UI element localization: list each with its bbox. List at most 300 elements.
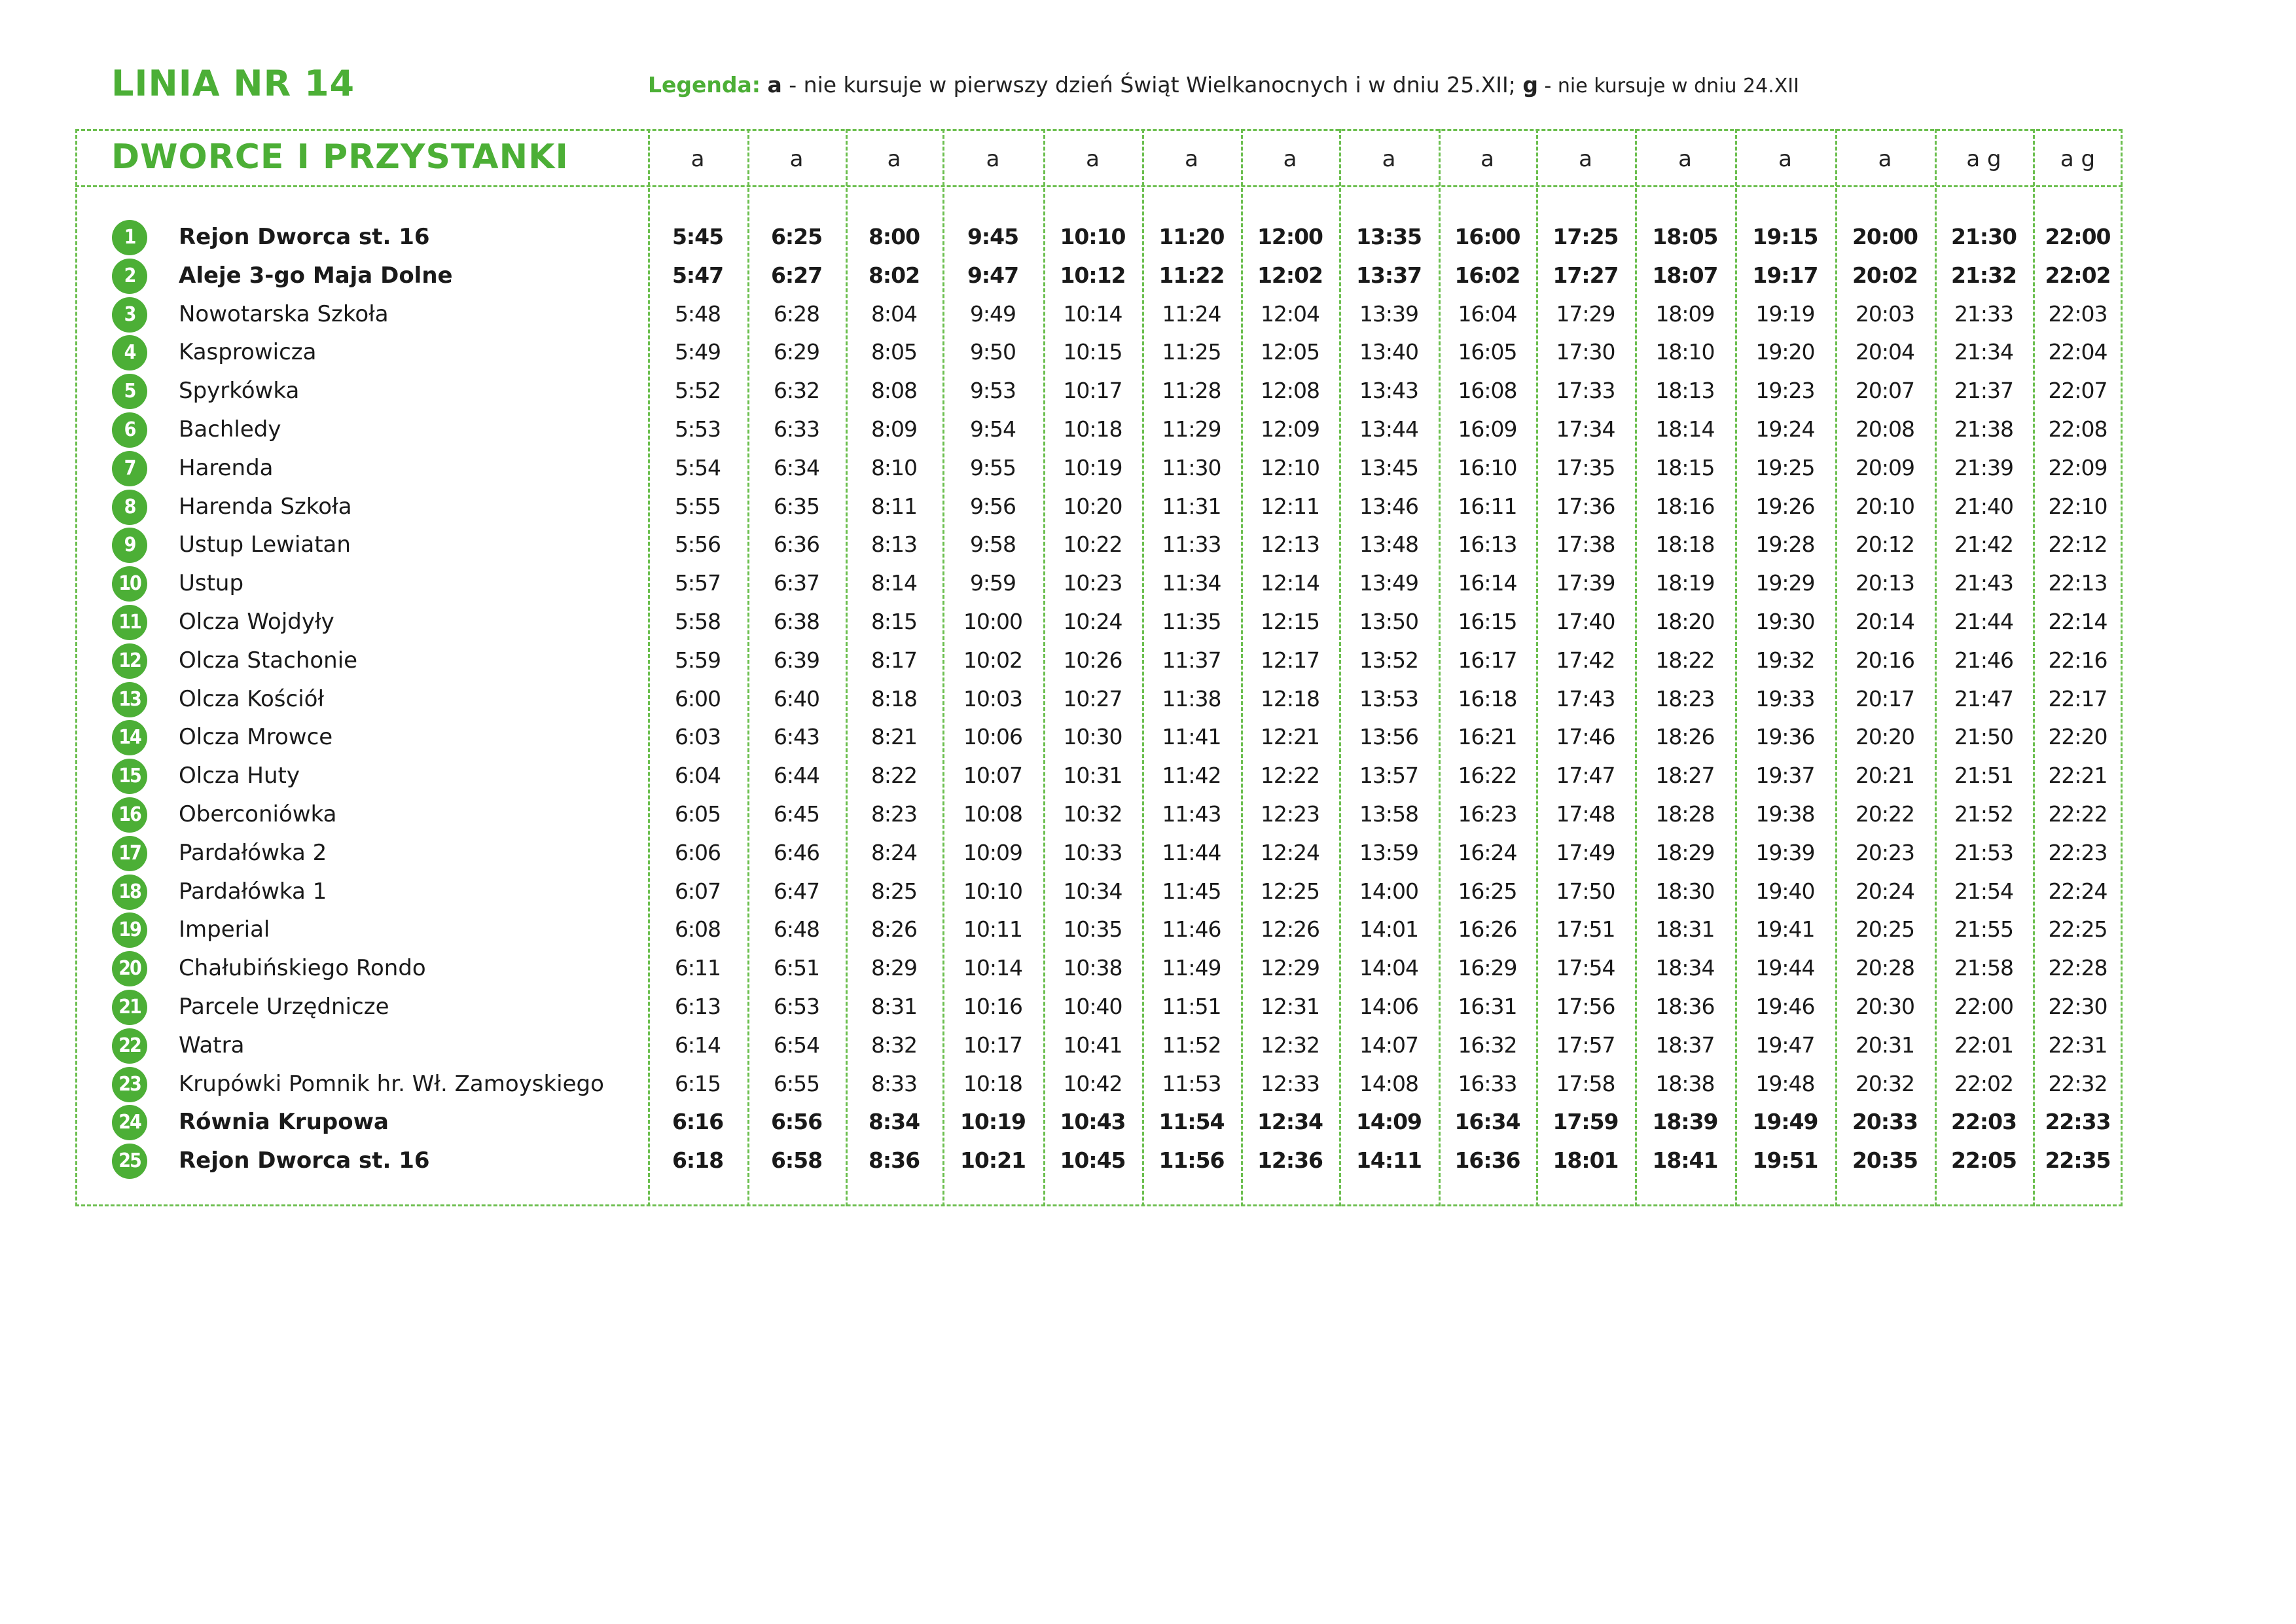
- departure-time: 19:44: [1755, 955, 1815, 981]
- departure-time: 12:15: [1260, 609, 1320, 634]
- departure-time: 18:41: [1652, 1147, 1718, 1174]
- trip-column-header: a: [1185, 146, 1198, 172]
- departure-time: 16:32: [1458, 1032, 1517, 1058]
- departure-time: 14:04: [1359, 955, 1419, 981]
- stop-number-badge: 10: [112, 566, 147, 602]
- departure-time: 9:47: [967, 262, 1019, 288]
- departure-time: 12:00: [1257, 224, 1323, 249]
- stop-name: Pardałówka 2: [179, 839, 327, 866]
- departure-time: 10:27: [1063, 685, 1122, 712]
- departure-time: 18:05: [1652, 224, 1718, 249]
- departure-time: 8:13: [870, 532, 918, 558]
- departure-time: 8:05: [870, 339, 918, 365]
- departure-time: 21:44: [1954, 609, 2014, 634]
- departure-time: 22:24: [2048, 878, 2108, 904]
- stop-name: Harenda Szkoła: [179, 493, 352, 520]
- departure-time: 21:37: [1954, 378, 2014, 404]
- departure-time: 22:21: [2048, 763, 2108, 789]
- departure-time: 10:16: [963, 994, 1023, 1019]
- departure-time: 17:46: [1556, 724, 1615, 750]
- departure-time: 22:25: [2048, 916, 2108, 943]
- departure-time: 20:25: [1855, 916, 1915, 943]
- departure-time: 18:30: [1655, 878, 1715, 904]
- departure-time: 6:34: [773, 454, 820, 480]
- departure-time: 20:32: [1855, 1070, 1915, 1096]
- departure-time: 13:45: [1359, 454, 1419, 480]
- stop-number-badge: 4: [112, 335, 147, 370]
- departure-time: 8:09: [870, 416, 918, 442]
- departure-time: 16:21: [1458, 724, 1517, 750]
- departure-time: 8:36: [868, 1147, 920, 1174]
- departure-time: 12:22: [1260, 763, 1320, 789]
- departure-time: 18:27: [1655, 763, 1715, 789]
- departure-time: 8:00: [868, 224, 920, 249]
- departure-time: 6:55: [773, 1070, 820, 1096]
- departure-time: 19:48: [1755, 1070, 1815, 1096]
- departure-time: 17:47: [1556, 763, 1615, 789]
- departure-time: 6:15: [674, 1070, 721, 1096]
- departure-time: 20:28: [1855, 955, 1915, 981]
- departure-time: 5:45: [672, 224, 724, 249]
- departure-time: 6:46: [773, 839, 820, 865]
- departure-time: 8:04: [870, 300, 918, 327]
- departure-time: 13:56: [1359, 724, 1419, 750]
- departure-time: 6:38: [773, 609, 820, 634]
- stop-name: Spyrkówka: [179, 378, 300, 405]
- departure-time: 14:07: [1359, 1032, 1419, 1058]
- departure-time: 21:39: [1954, 454, 2014, 480]
- departure-time: 22:04: [2048, 339, 2108, 365]
- departure-time: 20:09: [1855, 454, 1915, 480]
- departure-time: 6:08: [674, 916, 721, 943]
- stop-row: [0, 218, 2296, 256]
- departure-time: 19:47: [1755, 1032, 1815, 1058]
- departure-time: 12:02: [1257, 262, 1323, 288]
- departure-time: 10:18: [963, 1070, 1023, 1096]
- departure-time: 8:14: [870, 570, 918, 596]
- departure-time: 17:54: [1556, 955, 1615, 981]
- trip-column-header: a: [1086, 146, 1100, 172]
- departure-time: 17:25: [1552, 224, 1619, 249]
- departure-time: 12:21: [1260, 724, 1320, 750]
- stop-row: [0, 911, 2296, 948]
- departure-time: 10:40: [1063, 994, 1122, 1019]
- departure-time: 20:07: [1855, 378, 1915, 404]
- departure-time: 20:10: [1855, 493, 1915, 519]
- departure-time: 13:59: [1359, 839, 1419, 865]
- stop-number-badge: 20: [112, 951, 147, 986]
- departure-time: 6:25: [770, 224, 823, 249]
- departure-time: 8:31: [870, 994, 918, 1019]
- departure-time: 18:15: [1655, 454, 1715, 480]
- trip-column-header: a: [691, 146, 705, 172]
- departure-time: 6:27: [770, 262, 823, 288]
- departure-time: 22:32: [2048, 1070, 2108, 1096]
- departure-time: 11:25: [1162, 339, 1221, 365]
- departure-time: 12:14: [1260, 570, 1320, 596]
- departure-time: 18:31: [1655, 916, 1715, 943]
- departure-time: 6:29: [773, 339, 820, 365]
- departure-time: 22:33: [2045, 1109, 2111, 1135]
- departure-time: 20:20: [1855, 724, 1915, 750]
- stop-number-badge: 24: [112, 1105, 147, 1140]
- stop-number-badge: 11: [112, 605, 147, 640]
- departure-time: 13:52: [1359, 647, 1419, 673]
- departure-time: 11:49: [1162, 955, 1221, 981]
- departure-time: 17:57: [1556, 1032, 1615, 1058]
- stop-number-badge: 19: [112, 912, 147, 948]
- departure-time: 16:00: [1454, 224, 1520, 249]
- departure-time: 13:58: [1359, 801, 1419, 827]
- trip-column-header: a: [887, 146, 901, 172]
- departure-time: 6:04: [674, 763, 721, 789]
- departure-time: 18:19: [1655, 570, 1715, 596]
- departure-time: 5:59: [674, 647, 721, 673]
- departure-time: 11:44: [1162, 839, 1221, 865]
- departure-time: 5:49: [674, 339, 721, 365]
- departure-time: 20:04: [1855, 339, 1915, 365]
- departure-time: 17:59: [1552, 1109, 1619, 1135]
- departure-time: 13:40: [1359, 339, 1419, 365]
- departure-time: 10:19: [960, 1109, 1026, 1135]
- departure-time: 22:02: [2045, 262, 2111, 288]
- departure-time: 10:20: [1063, 493, 1122, 519]
- departure-time: 10:06: [963, 724, 1023, 750]
- departure-time: 18:37: [1655, 1032, 1715, 1058]
- departure-time: 6:13: [674, 994, 721, 1019]
- departure-time: 17:58: [1556, 1070, 1615, 1096]
- departure-time: 22:03: [1950, 1109, 2017, 1135]
- trip-column-header: a: [1382, 146, 1396, 172]
- departure-time: 10:33: [1063, 839, 1122, 865]
- departure-time: 8:34: [868, 1109, 920, 1135]
- departure-time: 16:29: [1458, 955, 1517, 981]
- departure-time: 13:57: [1359, 763, 1419, 789]
- departure-time: 10:26: [1063, 647, 1122, 673]
- departure-time: 22:07: [2048, 378, 2108, 404]
- departure-time: 19:36: [1755, 724, 1815, 750]
- stop-number-badge: 25: [112, 1144, 147, 1179]
- departure-time: 16:33: [1458, 1070, 1517, 1096]
- stop-row: [0, 988, 2296, 1026]
- departure-time: 12:33: [1260, 1070, 1320, 1096]
- departure-time: 19:39: [1755, 839, 1815, 865]
- line-title: LINIA NR 14: [111, 63, 355, 104]
- departure-time: 16:34: [1454, 1109, 1520, 1135]
- departure-time: 10:35: [1063, 916, 1122, 943]
- departure-time: 21:42: [1954, 532, 2014, 558]
- departure-time: 17:48: [1556, 801, 1615, 827]
- stop-name: Olcza Wojdyły: [179, 609, 334, 635]
- departure-time: 8:29: [870, 955, 918, 981]
- stop-number-badge: 15: [112, 759, 147, 794]
- departure-time: 11:43: [1162, 801, 1221, 827]
- departure-time: 17:38: [1556, 532, 1615, 558]
- departure-time: 9:49: [969, 300, 1016, 327]
- departure-time: 17:56: [1556, 994, 1615, 1019]
- departure-time: 12:24: [1260, 839, 1320, 865]
- stop-row: [0, 757, 2296, 795]
- departure-time: 19:20: [1755, 339, 1815, 365]
- stop-name: Olcza Stachonie: [179, 647, 358, 674]
- departure-time: 10:32: [1063, 801, 1122, 827]
- departure-time: 11:53: [1162, 1070, 1221, 1096]
- stop-row: [0, 372, 2296, 410]
- departure-time: 20:35: [1852, 1147, 1918, 1174]
- departure-time: 22:23: [2048, 839, 2108, 865]
- departure-time: 12:11: [1260, 493, 1320, 519]
- departure-time: 19:41: [1755, 916, 1815, 943]
- stop-row: [0, 873, 2296, 911]
- departure-time: 11:24: [1162, 300, 1221, 327]
- departure-time: 8:10: [870, 454, 918, 480]
- departure-time: 16:18: [1458, 685, 1517, 712]
- departure-time: 13:37: [1355, 262, 1422, 288]
- departure-time: 19:23: [1755, 378, 1815, 404]
- departure-time: 11:30: [1162, 454, 1221, 480]
- stop-number-badge: 5: [112, 374, 147, 409]
- departure-time: 22:17: [2048, 685, 2108, 712]
- departure-time: 18:01: [1552, 1147, 1619, 1174]
- stop-name: Bachledy: [179, 416, 281, 442]
- departure-time: 9:54: [969, 416, 1016, 442]
- stop-name: Olcza Huty: [179, 763, 300, 789]
- departure-time: 22:16: [2048, 647, 2108, 673]
- stop-number-badge: 7: [112, 451, 147, 486]
- departure-time: 18:29: [1655, 839, 1715, 865]
- departure-time: 6:05: [674, 801, 721, 827]
- departure-time: 18:07: [1652, 262, 1718, 288]
- departure-time: 20:17: [1855, 685, 1915, 712]
- departure-time: 6:40: [773, 685, 820, 712]
- departure-time: 11:29: [1162, 416, 1221, 442]
- stop-row: [0, 526, 2296, 564]
- stop-number-badge: 18: [112, 875, 147, 910]
- departure-time: 6:56: [770, 1109, 823, 1135]
- departure-time: 21:58: [1954, 955, 2014, 981]
- departure-time: 22:10: [2048, 493, 2108, 519]
- legend-key-a: a: [767, 72, 782, 98]
- departure-time: 6:45: [773, 801, 820, 827]
- trip-column-header: a: [986, 146, 1000, 172]
- departure-time: 10:10: [963, 878, 1023, 904]
- stop-name: Kasprowicza: [179, 339, 317, 366]
- departure-time: 10:38: [1063, 955, 1122, 981]
- legend: [648, 72, 1799, 98]
- departure-time: 20:21: [1855, 763, 1915, 789]
- departure-time: 19:26: [1755, 493, 1815, 519]
- departure-time: 18:26: [1655, 724, 1715, 750]
- stop-name: Oberconiówka: [179, 801, 337, 827]
- departure-time: 5:47: [672, 262, 724, 288]
- departure-time: 10:30: [1063, 724, 1122, 750]
- departure-time: 10:41: [1063, 1032, 1122, 1058]
- departure-time: 20:13: [1855, 570, 1915, 596]
- departure-time: 14:08: [1359, 1070, 1419, 1096]
- stop-name: Rejon Dworca st. 16: [179, 1147, 430, 1174]
- trip-column-header: a: [1579, 146, 1592, 172]
- stop-name: Pardałówka 1: [179, 878, 327, 905]
- departure-time: 13:44: [1359, 416, 1419, 442]
- departure-time: 6:03: [674, 724, 721, 750]
- stop-name: Ustup Lewiatan: [179, 532, 351, 558]
- departure-time: 14:06: [1359, 994, 1419, 1019]
- departure-time: 21:30: [1950, 224, 2017, 249]
- departure-time: 10:10: [1060, 224, 1126, 249]
- departure-time: 17:27: [1552, 262, 1619, 288]
- departure-time: 12:08: [1260, 378, 1320, 404]
- departure-time: 9:45: [967, 224, 1019, 249]
- departure-time: 21:54: [1954, 878, 2014, 904]
- trip-column-header: a g: [1966, 146, 2001, 172]
- departure-time: 9:53: [969, 378, 1016, 404]
- departure-time: 8:32: [870, 1032, 918, 1058]
- departure-time: 16:26: [1458, 916, 1517, 943]
- legend-text-a: - nie kursuje w pierwszy dzień Świąt Wielkanocnych i w dniu 25.XII;: [781, 72, 1516, 98]
- departure-time: 13:35: [1355, 224, 1422, 249]
- departure-time: 20:08: [1855, 416, 1915, 442]
- departure-time: 12:10: [1260, 454, 1320, 480]
- departure-time: 19:25: [1755, 454, 1815, 480]
- departure-time: 20:33: [1852, 1109, 1918, 1135]
- departure-time: 8:08: [870, 378, 918, 404]
- departure-time: 16:09: [1458, 416, 1517, 442]
- departure-time: 11:22: [1158, 262, 1225, 288]
- trip-column-header: a: [789, 146, 804, 172]
- departure-time: 18:23: [1655, 685, 1715, 712]
- departure-time: 19:38: [1755, 801, 1815, 827]
- legend-label: Legenda:: [648, 72, 761, 98]
- departure-time: 12:04: [1260, 300, 1320, 327]
- departure-time: 21:52: [1954, 801, 2014, 827]
- departure-time: 11:33: [1162, 532, 1221, 558]
- departure-time: 21:51: [1954, 763, 2014, 789]
- departure-time: 16:24: [1458, 839, 1517, 865]
- departure-time: 10:03: [963, 685, 1023, 712]
- departure-time: 10:23: [1063, 570, 1122, 596]
- departure-time: 14:09: [1355, 1109, 1422, 1135]
- departure-time: 10:07: [963, 763, 1023, 789]
- departure-time: 10:43: [1060, 1109, 1126, 1135]
- departure-time: 11:52: [1162, 1032, 1221, 1058]
- departure-time: 21:43: [1954, 570, 2014, 596]
- departure-time: 19:19: [1755, 300, 1815, 327]
- departure-time: 13:53: [1359, 685, 1419, 712]
- departure-time: 11:28: [1162, 378, 1221, 404]
- departure-time: 19:32: [1755, 647, 1815, 673]
- stop-name: Nowotarska Szkoła: [179, 300, 389, 327]
- departure-time: 5:58: [674, 609, 721, 634]
- departure-time: 10:08: [963, 801, 1023, 827]
- departure-time: 18:22: [1655, 647, 1715, 673]
- departure-time: 12:13: [1260, 532, 1320, 558]
- departure-time: 5:53: [674, 416, 721, 442]
- departure-time: 6:14: [674, 1032, 721, 1058]
- departure-time: 10:15: [1063, 339, 1122, 365]
- departure-time: 19:17: [1752, 262, 1818, 288]
- departure-time: 20:14: [1855, 609, 1915, 634]
- departure-time: 12:09: [1260, 416, 1320, 442]
- departure-time: 8:15: [870, 609, 918, 634]
- stop-row: [0, 1026, 2296, 1064]
- departure-time: 9:56: [969, 493, 1016, 519]
- stop-number-badge: 6: [112, 412, 147, 448]
- departure-time: 5:57: [674, 570, 721, 596]
- departure-time: 19:29: [1755, 570, 1815, 596]
- departure-time: 10:42: [1063, 1070, 1122, 1096]
- stop-number-badge: 1: [112, 220, 147, 255]
- departure-time: 16:25: [1458, 878, 1517, 904]
- departure-time: 12:26: [1260, 916, 1320, 943]
- departure-time: 17:49: [1556, 839, 1615, 865]
- departure-time: 18:39: [1652, 1109, 1718, 1135]
- departure-time: 6:16: [672, 1109, 724, 1135]
- departure-time: 19:46: [1755, 994, 1815, 1019]
- header-divider: [75, 185, 2123, 187]
- departure-time: 19:40: [1755, 878, 1815, 904]
- legend-key-g: g: [1522, 72, 1538, 98]
- legend-text-g: - nie kursuje w dniu 24.XII: [1538, 75, 1799, 98]
- departure-time: 5:55: [674, 493, 721, 519]
- stop-row: [0, 834, 2296, 872]
- departure-time: 17:50: [1556, 878, 1615, 904]
- departure-time: 13:48: [1359, 532, 1419, 558]
- stop-row: [0, 1065, 2296, 1103]
- departure-time: 18:18: [1655, 532, 1715, 558]
- departure-time: 6:43: [773, 724, 820, 750]
- departure-time: 18:13: [1655, 378, 1715, 404]
- departure-time: 19:33: [1755, 685, 1815, 712]
- departure-time: 22:00: [1954, 994, 2014, 1019]
- departure-time: 18:34: [1655, 955, 1715, 981]
- departure-time: 8:22: [870, 763, 918, 789]
- departure-time: 20:16: [1855, 647, 1915, 673]
- stop-name: Olcza Mrowce: [179, 724, 333, 751]
- departure-time: 18:28: [1655, 801, 1715, 827]
- stop-number-badge: 12: [112, 643, 147, 679]
- departure-time: 11:37: [1162, 647, 1221, 673]
- departure-time: 11:31: [1162, 493, 1221, 519]
- stop-name: Rejon Dworca st. 16: [179, 224, 430, 250]
- departure-time: 21:34: [1954, 339, 2014, 365]
- departure-time: 16:04: [1458, 300, 1517, 327]
- departure-time: 20:24: [1855, 878, 1915, 904]
- trip-column-header: a: [1678, 146, 1692, 172]
- departure-time: 17:40: [1556, 609, 1615, 634]
- departure-time: 13:43: [1359, 378, 1419, 404]
- departure-time: 19:37: [1755, 763, 1815, 789]
- departure-time: 5:54: [674, 454, 721, 480]
- departure-time: 6:35: [773, 493, 820, 519]
- departure-time: 20:02: [1852, 262, 1918, 288]
- departure-time: 18:10: [1655, 339, 1715, 365]
- departure-time: 6:00: [674, 685, 721, 712]
- stop-number-badge: 3: [112, 297, 147, 333]
- departure-time: 22:08: [2048, 416, 2108, 442]
- departure-time: 9:59: [969, 570, 1016, 596]
- departure-time: 20:23: [1855, 839, 1915, 865]
- departure-time: 21:33: [1954, 300, 2014, 327]
- departure-time: 8:24: [870, 839, 918, 865]
- departure-time: 16:05: [1458, 339, 1517, 365]
- stop-row: [0, 718, 2296, 756]
- departure-time: 5:56: [674, 532, 721, 558]
- departure-time: 22:00: [2045, 224, 2111, 249]
- departure-time: 12:32: [1260, 1032, 1320, 1058]
- departure-time: 20:12: [1855, 532, 1915, 558]
- departure-time: 11:42: [1162, 763, 1221, 789]
- stop-name: Ustup: [179, 570, 244, 597]
